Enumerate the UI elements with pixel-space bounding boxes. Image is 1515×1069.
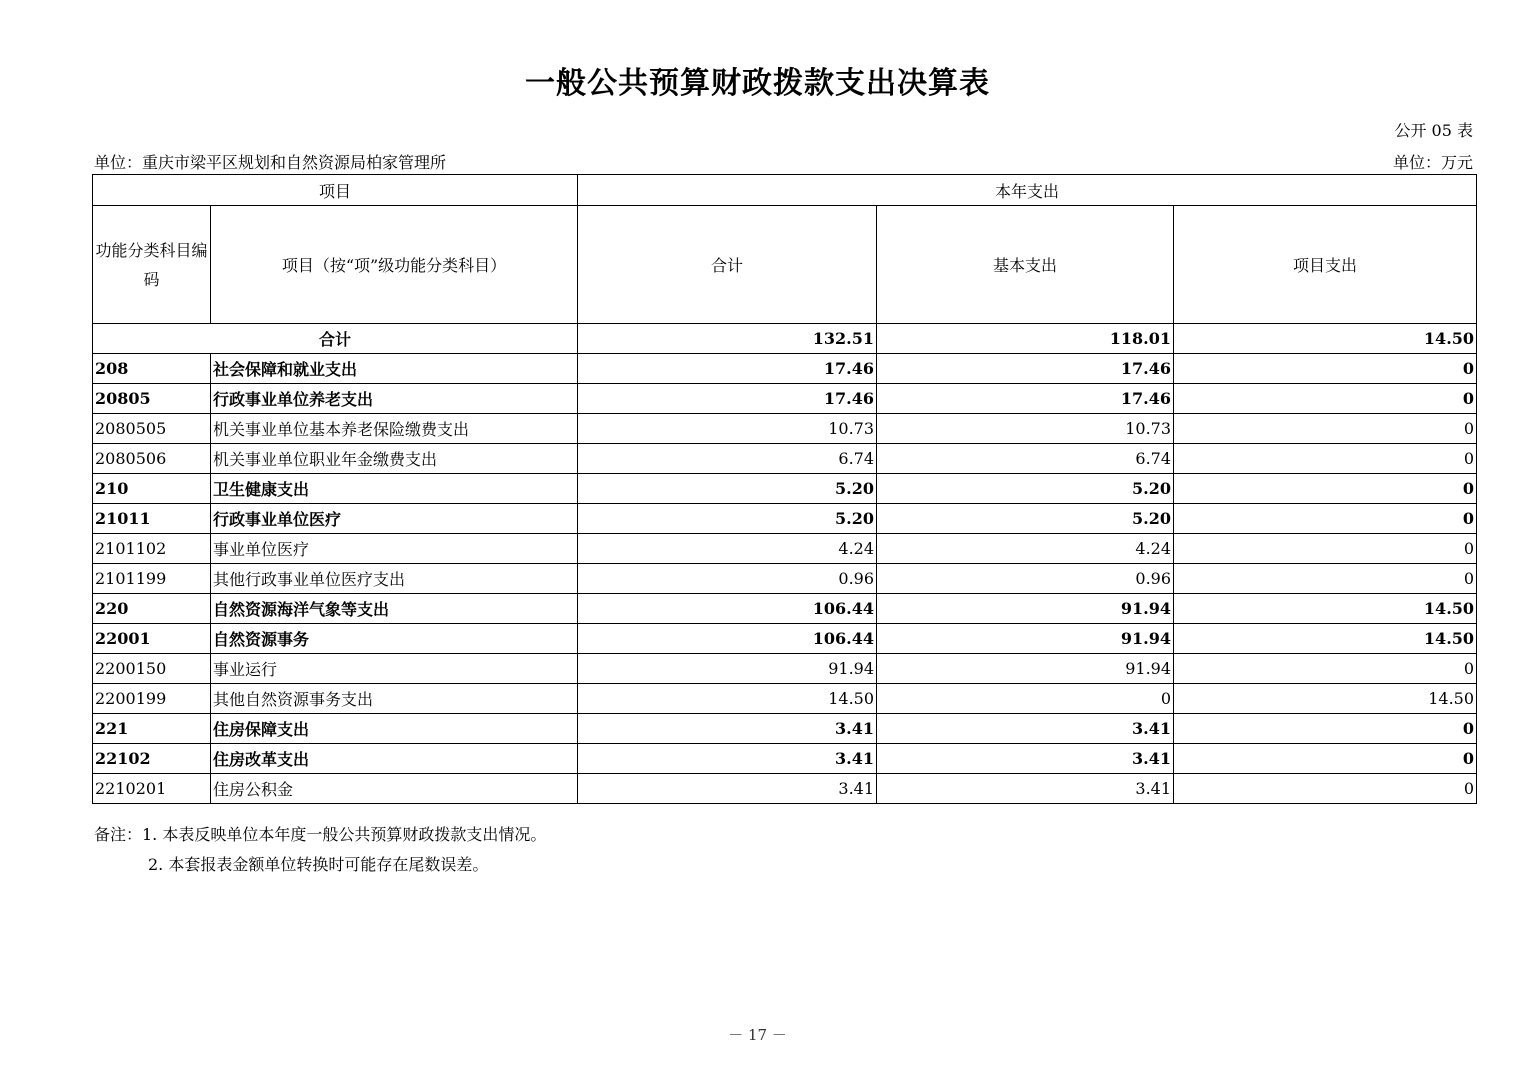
row-basic: 5.20 — [877, 474, 1174, 504]
row-name: 社会保障和就业支出 — [211, 354, 578, 384]
table-row — [93, 714, 1477, 744]
header-project: 项目 — [93, 175, 578, 206]
row-project: 0 — [1174, 414, 1477, 444]
expenditure-table — [92, 174, 1477, 804]
table-row — [93, 744, 1477, 774]
row-basic: 3.41 — [877, 714, 1174, 744]
row-total: 106.44 — [578, 624, 877, 654]
row-total: 106.44 — [578, 594, 877, 624]
row-name: 自然资源海洋气象等支出 — [211, 594, 578, 624]
header-code: 功能分类科目编码 — [93, 206, 211, 324]
row-project: 14.50 — [1174, 684, 1477, 714]
row-name: 行政事业单位养老支出 — [211, 384, 578, 414]
row-name: 住房保障支出 — [211, 714, 578, 744]
row-project: 0 — [1174, 444, 1477, 474]
row-basic: 6.74 — [877, 444, 1174, 474]
row-name: 住房改革支出 — [211, 744, 578, 774]
row-name: 事业运行 — [211, 654, 578, 684]
row-name: 行政事业单位医疗 — [211, 504, 578, 534]
header-basic: 基本支出 — [877, 206, 1174, 324]
table-row — [93, 774, 1477, 804]
row-name: 事业单位医疗 — [211, 534, 578, 564]
row-code: 2080506 — [93, 444, 211, 474]
row-project: 0 — [1174, 474, 1477, 504]
table-row — [93, 594, 1477, 624]
row-basic: 4.24 — [877, 534, 1174, 564]
row-name: 其他行政事业单位医疗支出 — [211, 564, 578, 594]
row-code: 2101199 — [93, 564, 211, 594]
row-name: 机关事业单位基本养老保险缴费支出 — [211, 414, 578, 444]
header-current-year: 本年支出 — [578, 175, 1477, 206]
total-label: 合计 — [93, 324, 578, 354]
row-basic: 17.46 — [877, 354, 1174, 384]
row-basic: 17.46 — [877, 384, 1174, 414]
row-project: 14.50 — [1174, 594, 1477, 624]
table-row — [93, 624, 1477, 654]
row-project: 0 — [1174, 534, 1477, 564]
row-project: 0 — [1174, 504, 1477, 534]
row-code: 22102 — [93, 744, 211, 774]
row-code: 2200150 — [93, 654, 211, 684]
row-code: 2101102 — [93, 534, 211, 564]
row-code: 208 — [93, 354, 211, 384]
row-total: 3.41 — [578, 774, 877, 804]
header-row-2 — [93, 206, 1477, 324]
row-total: 5.20 — [578, 504, 877, 534]
row-total: 3.41 — [578, 714, 877, 744]
row-project: 0 — [1174, 654, 1477, 684]
header-project-exp: 项目支出 — [1174, 206, 1477, 324]
row-basic: 3.41 — [877, 744, 1174, 774]
table-row — [93, 384, 1477, 414]
row-project: 14.50 — [1174, 624, 1477, 654]
row-code: 21011 — [93, 504, 211, 534]
row-total: 5.20 — [578, 474, 877, 504]
row-total: 0.96 — [578, 564, 877, 594]
row-project: 0 — [1174, 564, 1477, 594]
note-1: 备注：1. 本表反映单位本年度一般公共预算财政拨款支出情况。 — [94, 825, 547, 844]
row-name: 其他自然资源事务支出 — [211, 684, 578, 714]
row-total: 3.41 — [578, 744, 877, 774]
total-basic: 118.01 — [877, 324, 1174, 354]
row-basic: 91.94 — [877, 654, 1174, 684]
row-basic: 5.20 — [877, 504, 1174, 534]
header-item-name: 项目（按“项”级功能分类科目） — [211, 206, 578, 324]
row-total: 17.46 — [578, 354, 877, 384]
row-code: 2200199 — [93, 684, 211, 714]
row-name: 自然资源事务 — [211, 624, 578, 654]
table-row — [93, 684, 1477, 714]
table-row — [93, 564, 1477, 594]
row-project: 0 — [1174, 384, 1477, 414]
table-row — [93, 474, 1477, 504]
row-code: 20805 — [93, 384, 211, 414]
row-total: 10.73 — [578, 414, 877, 444]
org-unit: 单位：重庆市梁平区规划和自然资源局柏家管理所 — [94, 153, 447, 172]
page-number: － 17 － — [728, 1026, 787, 1044]
row-code: 210 — [93, 474, 211, 504]
row-project: 0 — [1174, 714, 1477, 744]
row-basic: 3.41 — [877, 774, 1174, 804]
table-row — [93, 534, 1477, 564]
row-code: 22001 — [93, 624, 211, 654]
row-name: 住房公积金 — [211, 774, 578, 804]
table-row — [93, 654, 1477, 684]
row-basic: 10.73 — [877, 414, 1174, 444]
row-total: 6.74 — [578, 444, 877, 474]
row-basic: 91.94 — [877, 594, 1174, 624]
form-number: 公开 05 表 — [1394, 121, 1473, 140]
row-code: 220 — [93, 594, 211, 624]
row-name: 机关事业单位职业年金缴费支出 — [211, 444, 578, 474]
notes — [94, 820, 546, 880]
table-row — [93, 414, 1477, 444]
row-code: 221 — [93, 714, 211, 744]
header-row-1 — [93, 175, 1477, 206]
note-2: 2. 本套报表金额单位转换时可能存在尾数误差。 — [148, 855, 489, 874]
row-code: 2210201 — [93, 774, 211, 804]
total-project: 14.50 — [1174, 324, 1477, 354]
row-basic: 0.96 — [877, 564, 1174, 594]
row-total: 14.50 — [578, 684, 877, 714]
header-total: 合计 — [578, 206, 877, 324]
row-basic: 91.94 — [877, 624, 1174, 654]
page-title: 一般公共预算财政拨款支出决算表 — [525, 66, 990, 101]
row-name: 卫生健康支出 — [211, 474, 578, 504]
row-project: 0 — [1174, 744, 1477, 774]
total-total: 132.51 — [578, 324, 877, 354]
row-code: 2080505 — [93, 414, 211, 444]
row-basic: 0 — [877, 684, 1174, 714]
row-total: 4.24 — [578, 534, 877, 564]
table-row — [93, 354, 1477, 384]
total-row — [93, 324, 1477, 354]
row-project: 0 — [1174, 774, 1477, 804]
row-total: 17.46 — [578, 384, 877, 414]
row-total: 91.94 — [578, 654, 877, 684]
table-row — [93, 504, 1477, 534]
money-unit: 单位：万元 — [1392, 153, 1473, 172]
row-project: 0 — [1174, 354, 1477, 384]
table-row — [93, 444, 1477, 474]
